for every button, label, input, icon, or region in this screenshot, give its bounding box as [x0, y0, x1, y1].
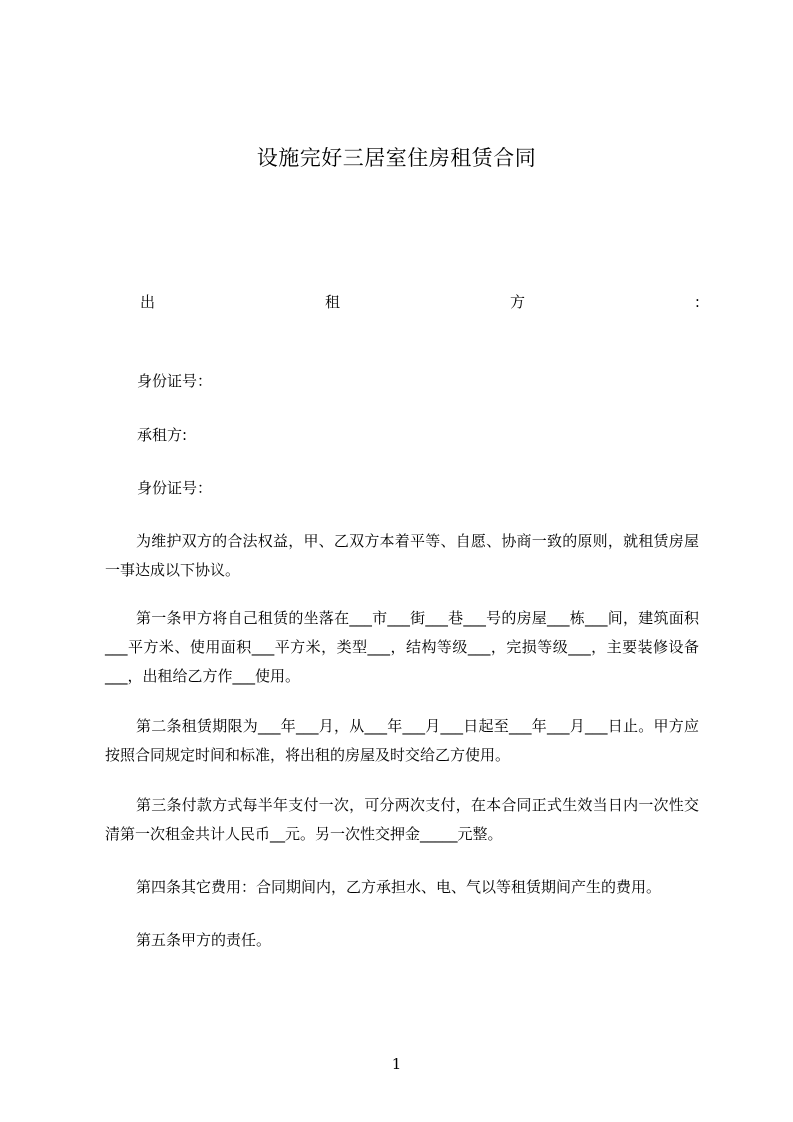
lessee-label: 承租方: [137, 426, 188, 444]
page-number: 1 [391, 1055, 402, 1073]
document-title: 设施完好三居室住房租赁合同 [256, 146, 537, 170]
lessor-label-char: 方 [509, 293, 525, 311]
lessor-label-char: 出 [140, 293, 156, 311]
lessor-label [140, 289, 700, 315]
lessee-id-label: 身份证号： [137, 479, 213, 497]
paragraph-article-2: 第二条租赁期限为___年___月，从___年___月___日起至___年___月___日止。甲方应按照合同规定时间和标准，将出租的房屋及时交给乙方使用。 [105, 717, 699, 764]
paragraph-article-1: 第一条甲方将自己租赁的坐落在___市___街___巷___号的房屋___栋___间，建筑面积___平方米、使用面积___平方米，类型___，结构等级___，完损等级___，主要装修设备___，出租给乙方作___使用。 [105, 609, 699, 685]
paragraph-preamble: 为维护双方的合法权益，甲、乙双方本着平等、自愿、协商一致的原则，就租赁房屋一事达成以下协议。 [105, 532, 699, 579]
paragraph-article-3: 第三条付款方式每半年支付一次，可分两次支付，在本合同正式生效当日内一次性交清第一次租金共计人民币__元。另一次性交押金_____元整。 [105, 796, 699, 843]
paragraph-article-4: 第四条其它费用：合同期间内，乙方承担水、电、气以等租赁期间产生的费用。 [136, 878, 662, 896]
lessor-id-label: 身份证号： [137, 372, 213, 390]
lessor-label-char: : [694, 293, 700, 311]
paragraph-article-5: 第五条甲方的责任。 [136, 931, 272, 949]
lessor-label-char: 租 [324, 293, 340, 311]
